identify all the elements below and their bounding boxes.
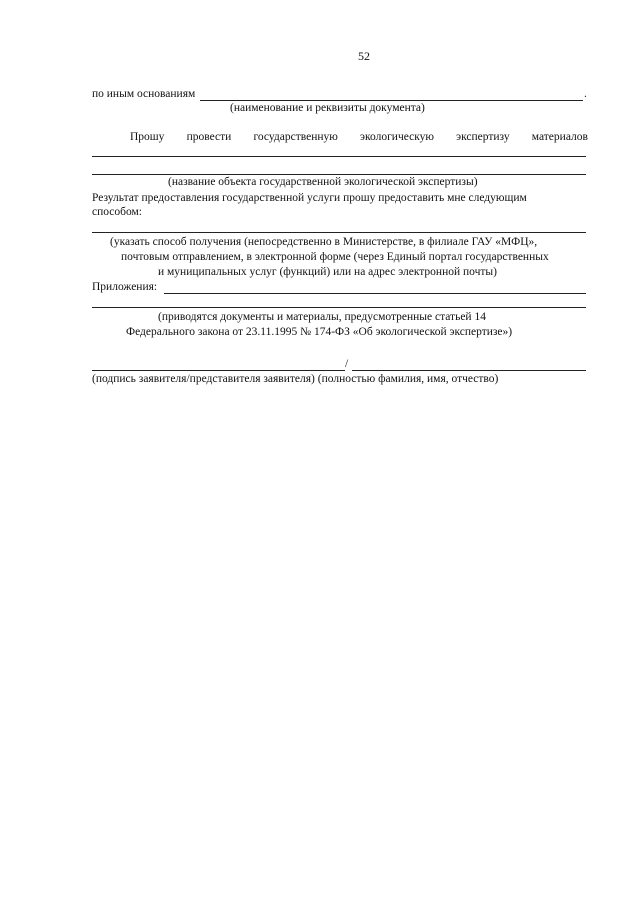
request-word: экологическую [360,131,434,143]
result-method-field[interactable] [92,232,586,233]
result-caption-line2: почтовым отправлением, в электронной форме (через Единый портал государственных [121,251,549,263]
result-caption-line1: (указать способ получения (непосредственно в Министерстве, в филиале ГАУ «МФЦ», [110,236,538,248]
attachments-label: Приложения: [92,281,158,293]
signature-field[interactable] [92,370,345,371]
other-grounds-label: по иным основаниям [92,88,196,100]
attachments-field-2[interactable] [92,307,586,308]
attachments-field-1[interactable] [164,293,586,294]
other-grounds-caption: (наименование и реквизиты документа) [230,102,425,114]
request-object-field-1[interactable] [92,156,586,157]
request-word: Прошу [130,131,165,143]
request-word: экспертизу [456,131,510,143]
request-word: государственную [253,131,338,143]
result-text-line1: Результат предоставления государственной услуги прошу предоставить мне следующим [92,192,527,204]
other-grounds-end-mark: . [584,88,587,100]
attachments-caption-line1: (приводятся документы и материалы, предусмотренные статьей 14 [158,311,486,323]
other-grounds-field[interactable] [200,100,583,101]
request-word: провести [186,131,232,143]
page-number: 52 [358,49,370,63]
request-caption: (название объекта государственной экологической экспертизы) [168,176,478,188]
result-text-line2: способом: [92,206,143,218]
signature-caption: (подпись заявителя/представителя заявителя) (полностью фамилия, имя, отчество) [92,373,499,385]
request-word: материалов [531,131,588,143]
request-text [130,131,588,144]
request-object-field-2[interactable] [92,174,586,175]
full-name-field[interactable] [352,370,586,371]
attachments-caption-line2: Федерального закона от 23.11.1995 № 174-ФЗ «Об экологической экспертизе») [126,326,513,338]
result-caption-line3: и муниципальных услуг (функций) или на адрес электронной почты) [158,266,497,278]
signature-separator: / [345,358,349,370]
